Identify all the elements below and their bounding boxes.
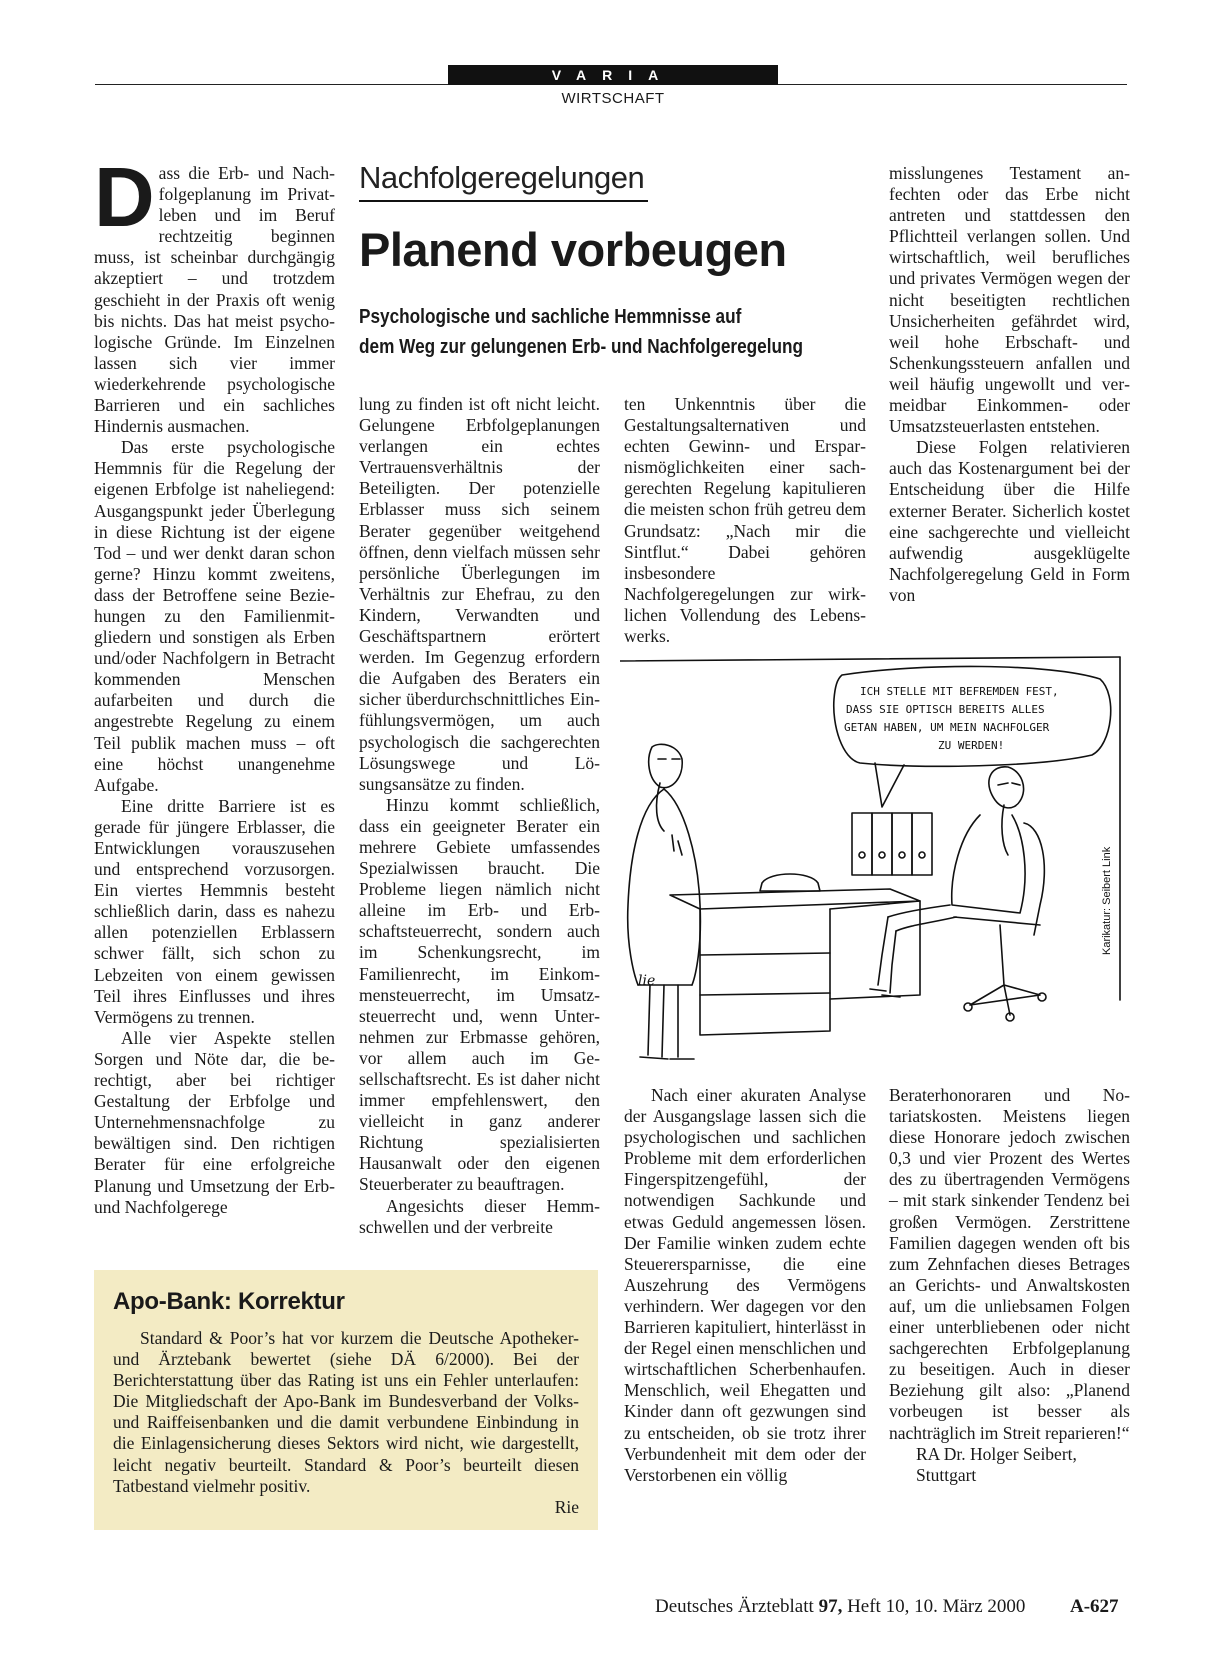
paragraph: misslungenes Testament anfechten oder das Erbe nicht antreten und stattdessen den Pflichtteil verlangen sollen. Und wirtschaftlich, weil berufliches und privates Vermögen wegen der nicht beseitigten rechtlichen Unsicherheiten gefährdet wird, weil hohe Erbschaft- und Schenkungssteuern anfallen und weil häufig ungewollt und vermeidbar Einkommen- oder Umsatzsteuerlasten entstehen. xyxy=(889,163,1130,437)
issue-info: Heft 10, 10. März 2000 xyxy=(847,1596,1026,1617)
article-column-4-continued xyxy=(889,1085,1130,1486)
article-column-2 xyxy=(359,394,600,1238)
paragraph: Diese Folgen relativieren auch das Kostenargument bei der Entscheidung über die Hilfe externer Berater. Sicherlich kostet eine sachgerechte und vielleicht aufwendig ausgeklügelte Nachfolgeregelung Geld in Form von xyxy=(889,437,1130,605)
paragraph: Hinzu kommt schließlich, dass ein geeigneter Berater ein mehrere Gebiete umfassendes Spezialwissen braucht. Die Probleme liegen nämlich nicht alleine im Erb- und Erbschaftsteuerrecht, sondern auch im Schenkungsrecht, im Familienrecht, im Einkommensteuerrecht, im Umsatzsteuerrecht und, wenn Unternehmen zur Erbmasse gehören, vor allem auch im Gesellschaftsrecht. Es ist daher nicht immer empfehlenswert, den vielleicht in ganz anderer Richtung spezialisierten Hausanwalt oder den eigenen Steuerberater zu beauftragen. xyxy=(359,794,600,1195)
correction-sign: Rie xyxy=(554,1496,579,1517)
correction-title: Apo-Bank: Korrektur xyxy=(113,1288,345,1315)
article-column-3-continued xyxy=(624,1085,866,1486)
speech-text: ZU WERDEN! xyxy=(938,739,1005,752)
paragraph: Nach einer akuraten Analyse der Ausgangslage lassen sich die psychologischen und sachlichen Probleme mit dem erforderlichen Fingerspitzengefühl, der notwendigen Sachkunde und etwas Geduld angemessen lösen. Der Familie winken zudem echte Steuerersparnisse, die eine Auszehrung des Vermögens verhindern. Wer dagegen vor den Barrieren kapituliert, hinterlässt in der Regel einen menschlichen und wirtschaftlichen Scherbenhaufen. Menschlich, weil Ehegatten und Kinder dann oft gezwungen sind zu entscheiden, ob sie trotz ihrer Verbundenheit mit dem oder der Verstorbenen ein völlig xyxy=(624,1085,866,1485)
ressort-label: WIRTSCHAFT xyxy=(561,90,665,107)
volume-number: 97, xyxy=(818,1596,843,1617)
section-label: VARIA xyxy=(448,65,778,85)
author-city: Stuttgart xyxy=(916,1464,977,1485)
paragraph: Eine dritte Barriere ist es gerade für jüngere Erblasser, die Entwicklungen vorauszusehen und entsprechend vorzusorgen. Ein viertes Hemmnis besteht schließlich darin, dass es nahezu allen potenziellen Erblassern schwer fällt, sich schon zu Lebzeiten von einem gewissen Teil ihres Einflusses und ihres Vermögens zu trennen. xyxy=(94,795,335,1027)
paragraph: lung zu finden ist oft nicht leicht. Gelungene Erbfolgeplanungen verlangen ein echtes Vertrauensverhältnis der Beteiligten. Der potenzielle Erblasser muss sich seinem Berater gegenüber weitgehend öffnen, denn vielfach müssen sehr persönliche Überlegungen im Verhältnis zur Ehefrau, zu den Kindern, Verwandten und Geschäftspartnern erörtert werden. Im Gegenzug erfordern die Aufgaben des Beraters ein sicher überdurchschnittliches Einfühlungsvermögen, um auch psychologisch die sachgerechten Lösungswege und Lösungsansätze zu finden. xyxy=(359,394,600,794)
paragraph: Angesichts dieser Hemmschwellen und der verbreite xyxy=(359,1195,600,1237)
cartoonist-signature: lie xyxy=(638,973,656,989)
page-footer xyxy=(655,1596,1025,1618)
paragraph: ten Unkenntnis über die Gestaltungsalternativen und echten Gewinn- und Ersparnismöglichkeiten einer sachgerechten Regelung kapitulieren die meisten schon früh getreu dem Grundsatz: „Nach mir die Sintflut.“ Dabei gehören insbesondere Nachfolgeregelungen zur wirklichen Vollendung des Lebenswerks. xyxy=(624,394,866,647)
paragraph: Beraterhonoraren und Notariatskosten. Meistens liegen diese Honorare jedoch zwischen 0,3 und vier Prozent des Wertes des zu übertragenden Vermögens – mit stark sinkender Tendenz bei großen Vermögen. Zerstrittene Familien dagegen wenden oft bis zum Zehnfachen dieses Betrages an Gerichts- und Anwaltskosten auf, um die unliebsamen Folgen einer unterbliebenen oder nicht sachgerechten Erbfolgeplanung zu beseitigen. Auch in dieser Beziehung gilt also: „Planend vorbeugen ist besser als nachträglich im Streit reparieren!“ xyxy=(889,1085,1130,1443)
speech-text: GETAN HABEN, UM MEIN NACHFOLGER xyxy=(844,721,1050,734)
cartoon-credit: Karikatur: Seibert Link xyxy=(1101,846,1113,955)
paragraph: Das erste psychologische Hemmnis für die Regelung der eigenen Erbfolge ist naheliegend: Ausgangspunkt jeder Überlegung in diese Richtung ist der eigene Tod – und wer denkt daran schon gerne? Hinzu kommt zweitens, dass der Betroffene seine Beziehungen zu den Familienmitgliedern und sonstigen als Erben und/oder Nachfolgern in Betracht kommenden Menschen aufarbeiten und durch die angestrebte Regelung zu einem Teil publik machen muss – oft eine höchst unangenehme Aufgabe. xyxy=(94,437,335,795)
rubric-underline xyxy=(359,200,648,202)
paragraph: Alle vier Aspekte stellen Sorgen und Nöte dar, die berechtigt, aber bei richtiger Gestaltung der Erbfolge und Unternehmensnachfolge zu bewältigen sind. Den richtigen Berater für eine erfolgreiche Planung und Umsetzung der Erb- und Nachfolgerege xyxy=(94,1027,335,1217)
article-subhead xyxy=(359,302,823,362)
page-number: A-627 xyxy=(1070,1596,1119,1617)
speech-text: ICH STELLE MIT BEFREMDEN FEST, xyxy=(860,685,1059,698)
drop-cap: D xyxy=(94,150,155,244)
subhead-line: dem Weg zur gelungenen Erb- und Nachfolgeregelung xyxy=(359,336,804,358)
paragraph: Standard & Poor’s hat vor kurzem die Deutsche Apotheker- und Ärztebank bewertet (siehe DÄ 6/2000). Bei der Berichterstattung über das Rating ist uns ein Fehler unterlaufen: Die Mitgliedschaft der Apo-Bank im Bundesverband der Volks- und Raiffeisenbanken und die damit verbundene Einbindung in die Einlagensicherung dieses Sektors wird nicht, wie dargestellt, leicht negativ beurteilt. Standard & Poor’s beurteilt diesen Tatbestand vielmehr positiv. xyxy=(113,1328,579,1496)
author-name: RA Dr. Holger Seibert, xyxy=(916,1443,1077,1464)
article-column-3 xyxy=(624,394,866,647)
subhead-line: Psychologische und sachliche Hemmnisse auf xyxy=(359,306,742,328)
article-headline: Planend vorbeugen xyxy=(359,223,787,276)
journal-name: Deutsches Ärzteblatt xyxy=(655,1596,814,1617)
article-column-1 xyxy=(94,150,335,1218)
correction-body xyxy=(113,1328,579,1518)
speech-text: DASS SIE OPTISCH BEREITS ALLES xyxy=(846,703,1045,716)
article-column-4 xyxy=(889,163,1130,606)
cartoon-illustration xyxy=(620,655,1130,1070)
lead-paragraph xyxy=(94,150,335,437)
article-rubric: Nachfolgeregelungen xyxy=(359,160,645,195)
lead-text: ass die Erb- und Nachfolgeplanung im Privatleben und im Beruf rechtzeitig beginnen muss, ist scheinbar durchgängig akzeptiert – und trotzdem geschieht in der Praxis oft wenig bis nichts. Das hat meist psychologische Gründe. Im Einzelnen lassen sich vier immer wiederkehrende psychologische Barrieren und ein sachliches Hindernis ausmachen. xyxy=(94,163,335,437)
